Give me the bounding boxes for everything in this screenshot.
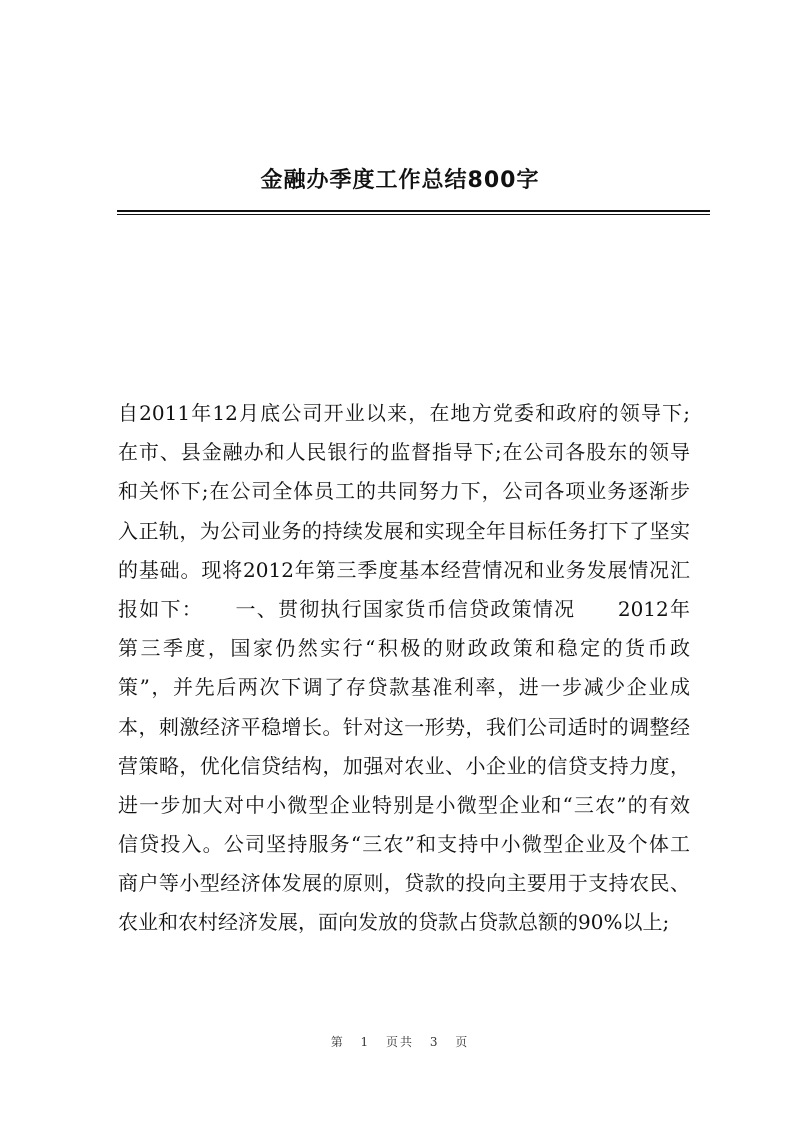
document-title: 金融办季度工作总结800字 bbox=[260, 168, 540, 193]
body-paragraph bbox=[118, 394, 718, 943]
text-line: 报如下： 一、贯彻执行国家货币信贷政策情况 2012年 bbox=[118, 596, 690, 621]
text-line: 在市、县金融办和人民银行的监督指导下;在公司各股东的领导 bbox=[118, 440, 690, 465]
text-line: 入正轨，为公司业务的持续发展和实现全年目标任务打下了坚实 bbox=[118, 518, 690, 543]
page-footer: 第 1 页共 3 页 bbox=[330, 1035, 470, 1049]
title-rule-thick bbox=[117, 210, 710, 212]
text-line: 策”，并先后两次下调了存贷款基准利率，进一步减少企业成 bbox=[118, 675, 690, 700]
text-line: 的基础。现将2012年第三季度基本经营情况和业务发展情况汇 bbox=[118, 557, 690, 582]
text-line: 第三季度，国家仍然实行“积极的财政政策和稳定的货币政 bbox=[118, 636, 690, 661]
text-line: 进一步加大对中小微型企业特别是小微型企业和“三农”的有效 bbox=[118, 792, 690, 817]
text-line: 和关怀下;在公司全体员工的共同努力下，公司各项业务逐渐步 bbox=[118, 479, 690, 504]
text-line: 农业和农村经济发展，面向发放的贷款占贷款总额的90%以上; bbox=[118, 910, 670, 935]
text-line: 自2011年12月底公司开业以来，在地方党委和政府的领导下; bbox=[118, 401, 690, 425]
text-line: 信贷投入。公司坚持服务“三农”和支持中小微型企业及个体工 bbox=[118, 832, 690, 857]
text-line: 商户等小型经济体发展的原则，贷款的投向主要用于支持农民、 bbox=[118, 871, 690, 896]
text-line: 营策略，优化信贷结构，加强对农业、小企业的信贷支持力度， bbox=[118, 753, 690, 778]
title-rule-thin bbox=[117, 214, 710, 215]
text-line: 本，刺激经济平稳增长。针对这一形势，我们公司适时的调整经 bbox=[118, 714, 690, 739]
